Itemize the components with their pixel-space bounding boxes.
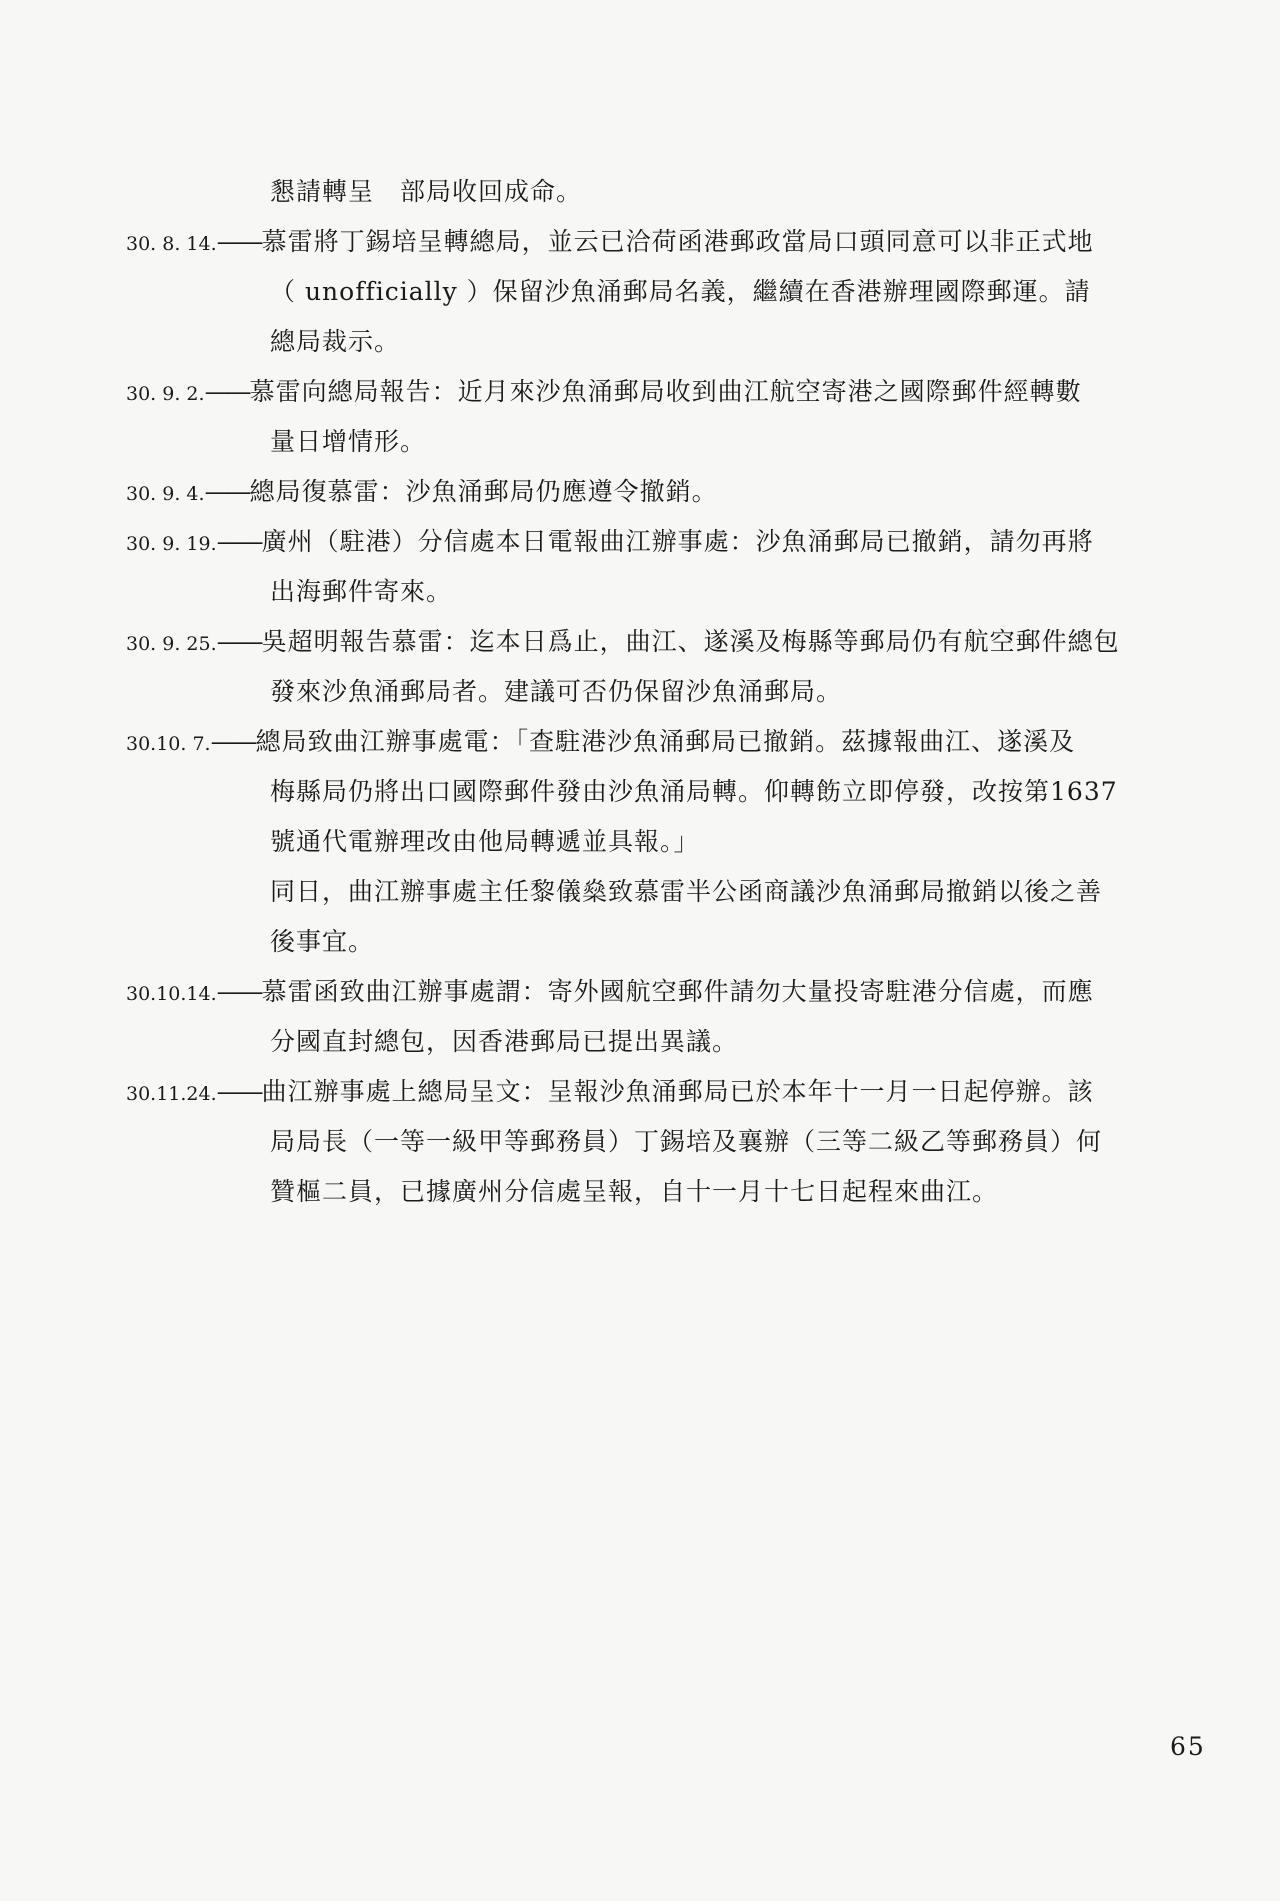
dash-separator: ——	[204, 477, 249, 506]
entry-line	[126, 724, 1075, 762]
entry-text: 廣州（駐港）分信處本日電報曲江辦事處：沙魚涌郵局已撤銷，請勿再將	[261, 527, 1094, 556]
entry-text: 總局復慕雷：沙魚涌郵局仍應遵令撤銷。	[249, 477, 718, 506]
entry-line	[126, 474, 718, 512]
entry-text: 吳超明報告慕雷：迄本日爲止，曲江、遂溪及梅縣等郵局仍有航空郵件總包	[261, 627, 1120, 656]
entry-text: 梅縣局仍將出口國際郵件發由沙魚涌局轉。仰轉飭立即停發，改按第1637	[270, 777, 1118, 806]
entry-text: 發來沙魚涌郵局者。建議可否仍保留沙魚涌郵局。	[270, 677, 843, 706]
dash-separator: ——	[216, 227, 261, 256]
entry-date: 30. 9. 19.	[126, 533, 217, 555]
entry-date: 30. 9. 2.	[126, 383, 205, 405]
entry-date: 30.11.24.	[126, 1083, 217, 1105]
entry-line	[126, 624, 1120, 662]
entry-text: （ unofficially ）保留沙魚涌郵局名義，繼續在香港辦理國際郵運。請	[270, 277, 1091, 306]
entry-text: 慕雷向總局報告：近月來沙魚涌郵局收到曲江航空寄港之國際郵件經轉數	[249, 377, 1082, 406]
dash-separator: ——	[204, 377, 249, 406]
entry-text: 量日增情形。	[270, 427, 427, 456]
entry-line	[126, 224, 1094, 262]
entry-text: 號通代電辦理改由他局轉遞並具報。」	[270, 827, 700, 856]
dash-separator: ——	[216, 1077, 261, 1106]
entry-date: 30.10. 7.	[126, 733, 211, 755]
entry-text: 慕雷將丁錫培呈轉總局，並云已洽荷函港郵政當局口頭同意可以非正式地	[261, 227, 1094, 256]
page-number: 65	[1170, 1732, 1206, 1761]
entry-text: 贊樞二員，已據廣州分信處呈報，自十一月十七日起程來曲江。	[270, 1177, 999, 1206]
entry-text: 局局長（一等一級甲等郵務員）丁錫培及襄辦（三等二級乙等郵務員）何	[270, 1127, 1103, 1156]
entry-date: 30. 8. 14.	[126, 233, 217, 255]
dash-separator: ——	[216, 527, 261, 556]
entry-date: 30. 9. 4.	[126, 483, 205, 505]
entry-date: 30. 9. 25.	[126, 633, 217, 655]
entry-date: 30.10.14.	[126, 983, 217, 1005]
intro-line: 懇請轉呈 部局收回成命。	[270, 177, 583, 206]
dash-separator: ——	[216, 627, 261, 656]
entry-text: 總局致曲江辦事處電：「查駐港沙魚涌郵局已撤銷。茲據報曲江、遂溪及	[255, 727, 1076, 756]
dash-separator: ——	[210, 727, 255, 756]
entry-text: 分國直封總包，因香港郵局已提出異議。	[270, 1027, 739, 1056]
entry-text: 總局裁示。	[270, 327, 401, 356]
entry-text: 慕雷函致曲江辦事處謂：寄外國航空郵件請勿大量投寄駐港分信處，而應	[261, 977, 1094, 1006]
entry-line	[126, 974, 1094, 1012]
entry-line	[126, 524, 1094, 562]
entry-text: 出海郵件寄來。	[270, 577, 453, 606]
entry-text: 同日，曲江辦事處主任黎儀燊致慕雷半公函商議沙魚涌郵局撤銷以後之善	[270, 877, 1103, 906]
entry-line	[126, 1074, 1094, 1112]
dash-separator: ——	[216, 977, 261, 1006]
entry-text: 曲江辦事處上總局呈文：呈報沙魚涌郵局已於本年十一月一日起停辦。該	[261, 1077, 1094, 1106]
entry-text: 後事宜。	[270, 927, 375, 956]
entry-line	[126, 374, 1082, 412]
